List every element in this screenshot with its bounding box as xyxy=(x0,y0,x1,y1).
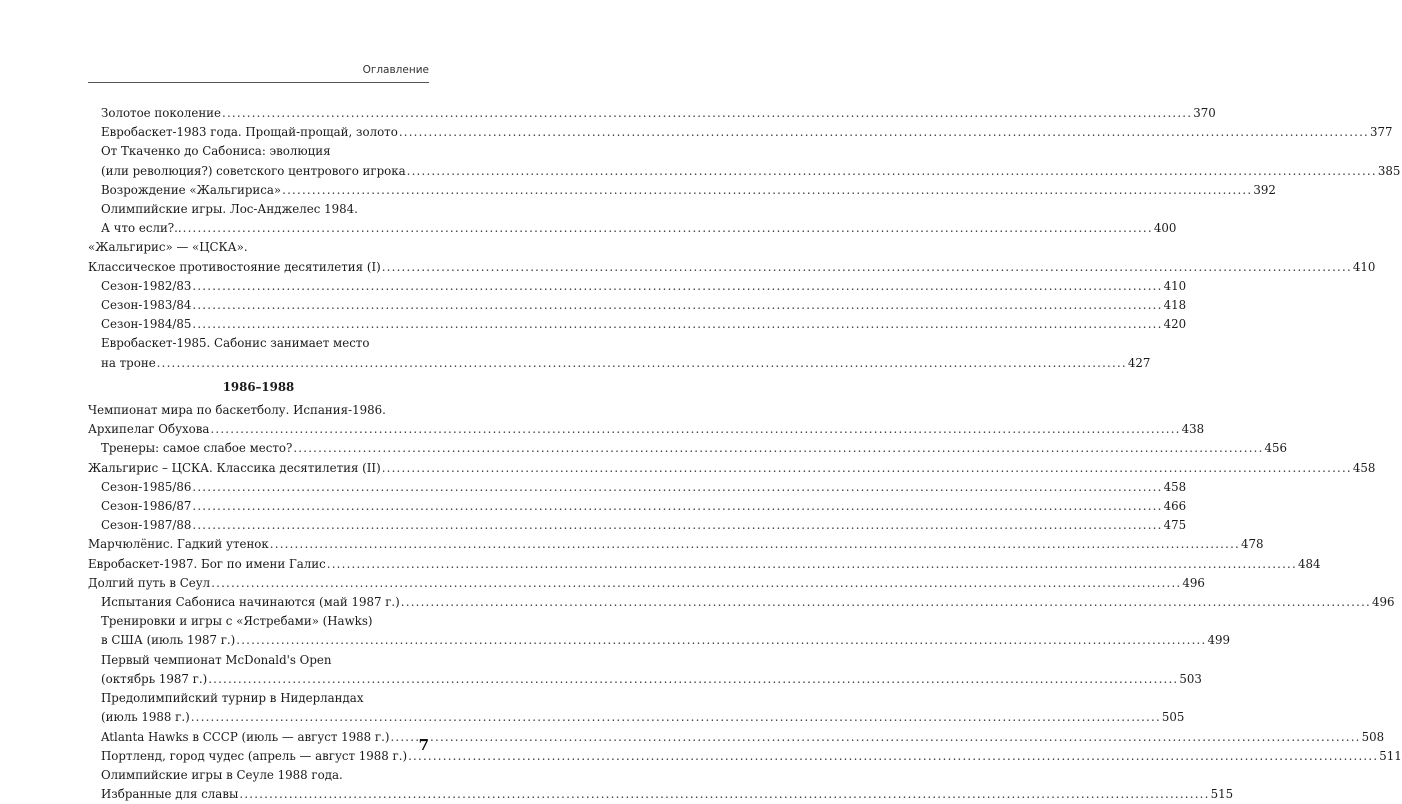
toc-entry xyxy=(88,439,1288,458)
toc-part-1 xyxy=(88,104,1401,373)
toc-entry-title: (октябрь 1987 г.) xyxy=(101,671,208,686)
dot-leader xyxy=(192,516,1162,535)
toc-entry xyxy=(88,516,1187,535)
toc-entry-page: 410 xyxy=(1352,259,1376,274)
toc-entry-page: 385 xyxy=(1377,163,1401,178)
dot-leader xyxy=(382,258,1352,277)
toc-entry-page: 505 xyxy=(1161,710,1185,725)
dot-leader xyxy=(270,535,1240,554)
toc-entry xyxy=(88,277,1187,296)
toc-part-2 xyxy=(88,401,1402,804)
toc-entry-title: Архипелаг Обухова xyxy=(88,422,210,437)
toc-entry-title: Евробаскет-1987. Бог по имени Галис xyxy=(88,556,326,571)
dot-leader xyxy=(192,478,1162,497)
dot-leader xyxy=(401,593,1371,612)
toc-entry-page: 466 xyxy=(1163,499,1187,514)
toc-entry xyxy=(88,497,1187,516)
toc-entry-title: (июль 1988 г.) xyxy=(101,710,190,725)
dot-leader xyxy=(192,296,1162,315)
dot-leader xyxy=(192,277,1162,296)
toc-entry-title: Сезон-1982/83 xyxy=(101,278,192,293)
toc-entry-page: 392 xyxy=(1253,182,1276,197)
dot-leader xyxy=(210,420,1180,439)
toc-entry xyxy=(88,123,1393,142)
toc-entry: Чемпионат мира по баскетболу. Испания-1986. xyxy=(88,403,386,418)
toc-entry-page: 458 xyxy=(1352,460,1376,475)
toc-entry-page: 508 xyxy=(1361,729,1385,744)
toc-entry xyxy=(88,631,1230,650)
dot-leader xyxy=(208,670,1178,689)
toc-entry: Олимпийские игры в Сеуле 1988 года. xyxy=(101,767,343,782)
toc-entry xyxy=(88,420,1205,439)
toc-entry xyxy=(88,459,1376,478)
toc-entry-title: Золотое поколение xyxy=(101,106,222,120)
toc-entry xyxy=(88,574,1205,593)
toc-entry xyxy=(88,535,1264,554)
toc-entry-title: на троне xyxy=(101,355,156,370)
toc-entry xyxy=(88,670,1202,689)
toc-entry-page: 400 xyxy=(1153,221,1177,236)
toc-entry-title: Марчюлёнис. Гадкий утенок xyxy=(88,537,269,552)
toc-entry: «Жальгирис» — «ЦСКА». xyxy=(88,240,248,255)
toc-entry-title: Испытания Сабониса начинаются (май 1987 г.) xyxy=(101,595,400,610)
toc-entry xyxy=(88,728,1385,747)
toc-entry-page: 475 xyxy=(1163,518,1187,533)
dot-leader xyxy=(407,162,1377,181)
toc-entry-page: 418 xyxy=(1163,298,1187,313)
toc-entry: Первый чемпионат McDonald's Open xyxy=(101,652,332,667)
toc-entry xyxy=(88,219,1177,238)
dot-leader xyxy=(327,555,1297,574)
toc-entry-page: 499 xyxy=(1207,633,1230,648)
header-rule xyxy=(88,82,429,83)
toc-entry-title: (или революция?) советского центрового игрока xyxy=(101,163,406,178)
dot-leader xyxy=(192,497,1162,516)
toc-entry xyxy=(88,315,1187,334)
dot-leader xyxy=(408,747,1378,766)
dot-leader xyxy=(382,459,1352,478)
toc-entry-title: Сезон-1987/88 xyxy=(101,518,192,533)
toc-entry-title: А что если?.. xyxy=(101,221,182,236)
toc-entry-title: Классическое противостояние десятилетия (I) xyxy=(88,259,381,274)
toc-entry xyxy=(88,593,1395,612)
toc-entry-title: Сезон-1985/86 xyxy=(101,479,192,494)
toc-entry-title: Atlanta Hawks в СССР (июль — август 1988 г.) xyxy=(101,729,390,744)
dot-leader xyxy=(293,439,1263,458)
table-of-contents xyxy=(88,104,1402,804)
toc-entry-title: Сезон-1983/84 xyxy=(101,298,192,313)
dot-leader xyxy=(157,354,1127,373)
toc-entry: Евробаскет-1985. Сабонис занимает место xyxy=(101,336,370,351)
toc-entry-page: 458 xyxy=(1163,479,1187,494)
dot-leader xyxy=(192,315,1162,334)
dot-leader xyxy=(191,708,1161,727)
toc-entry xyxy=(88,162,1401,181)
toc-entry-title: Жальгирис – ЦСКА. Классика десятилетия (II) xyxy=(88,460,381,475)
toc-entry-title: Долгий путь в Сеул xyxy=(88,575,211,590)
toc-entry xyxy=(88,181,1276,200)
toc-entry-page: 438 xyxy=(1181,422,1205,437)
dot-leader xyxy=(222,104,1192,123)
toc-entry xyxy=(88,258,1376,277)
toc-entry-page: 484 xyxy=(1297,556,1321,571)
section-heading: 1986–1988 xyxy=(222,379,295,394)
toc-entry-title: Евробаскет-1983 года. Прощай-прощай, золото xyxy=(101,125,398,140)
toc-entry xyxy=(88,296,1187,315)
toc-entry-title: Тренеры: самое слабое место? xyxy=(101,441,293,456)
toc-entry xyxy=(88,785,1234,804)
dot-leader xyxy=(236,631,1206,650)
running-header: Оглавление xyxy=(362,64,429,76)
toc-entry xyxy=(88,708,1185,727)
toc-entry-title: Портленд, город чудес (апрель — август 1988 г.) xyxy=(101,748,408,763)
toc-entry-page: 410 xyxy=(1163,278,1187,293)
dot-leader xyxy=(183,219,1153,238)
toc-entry-title: Сезон-1984/85 xyxy=(101,317,192,332)
toc-entry xyxy=(88,478,1187,497)
dot-leader xyxy=(399,123,1369,142)
toc-entry-title: в США (июль 1987 г.) xyxy=(101,633,236,648)
toc-entry-page: 515 xyxy=(1210,787,1234,802)
toc-entry-page: 420 xyxy=(1163,317,1187,332)
toc-entry xyxy=(88,354,1151,373)
dot-leader xyxy=(282,181,1252,200)
toc-entry: От Ткаченко до Сабониса: эволюция xyxy=(101,144,331,159)
page-number: 7 xyxy=(418,736,429,754)
toc-entry-page: 456 xyxy=(1264,441,1288,456)
toc-entry-title: Возрождение «Жальгириса» xyxy=(101,182,282,197)
toc-entry-page: 503 xyxy=(1179,671,1202,686)
dot-leader xyxy=(390,728,1360,747)
toc-entry-page: 496 xyxy=(1371,595,1395,610)
toc-entry: Олимпийские игры. Лос-Анджелес 1984. xyxy=(101,202,358,217)
toc-entry-page: 478 xyxy=(1240,537,1264,552)
dot-leader xyxy=(211,574,1181,593)
toc-entry-page: 377 xyxy=(1370,125,1393,140)
dot-leader xyxy=(239,785,1209,804)
toc-entry xyxy=(88,555,1321,574)
toc-entry xyxy=(88,747,1402,766)
toc-entry: Предолимпийский турнир в Нидерландах xyxy=(101,691,364,706)
toc-entry-page: 511 xyxy=(1379,748,1402,763)
toc-entry xyxy=(88,104,1216,123)
toc-entry-title: Сезон-1986/87 xyxy=(101,499,192,514)
toc-entry-page: 370 xyxy=(1193,106,1216,120)
toc-entry: Тренировки и игры с «Ястребами» (Hawks) xyxy=(101,614,373,629)
toc-entry-page: 496 xyxy=(1182,575,1205,590)
toc-entry-page: 427 xyxy=(1127,355,1151,370)
toc-entry-title: Избранные для славы xyxy=(101,787,239,802)
